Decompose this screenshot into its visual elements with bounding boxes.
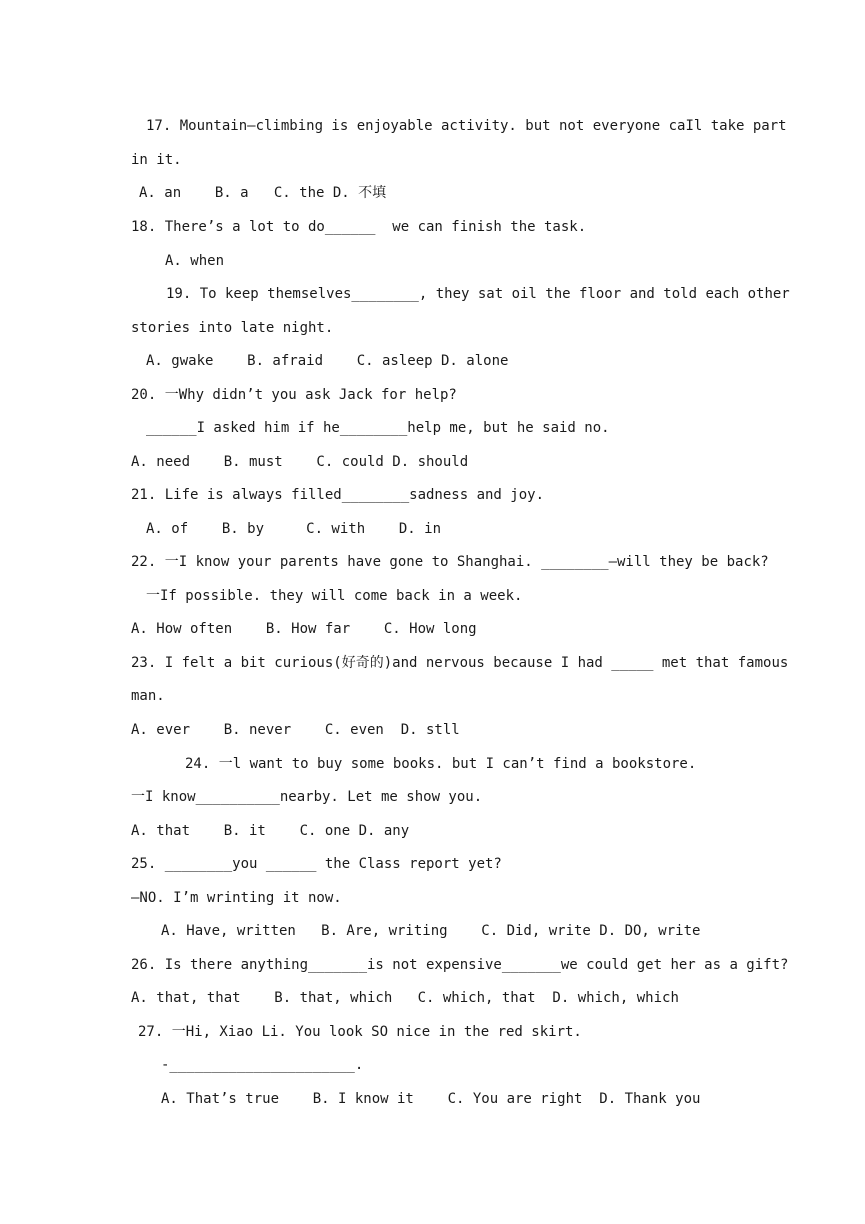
question-22-text: 22. 一I know your parents have gone to Shanghai. ________—will they be back? (131, 554, 769, 570)
question-21-text: 21. Life is always filled________sadness and joy. (131, 487, 545, 503)
question-19-options: A. gwake B. afraid C. asleep D. alone (146, 353, 509, 369)
question-23-text: 23. I felt a bit curious(好奇的)and nervous because I had _____ met that famous (131, 655, 789, 671)
question-17-text-cont: in it. (131, 152, 182, 168)
question-23-text-cont: man. (131, 688, 165, 704)
question-18-options: A. when (165, 253, 225, 269)
question-24-options: A. that B. it C. one D. any (131, 823, 410, 839)
question-25-reply: —NO. I’m wrinting it now. (131, 890, 342, 906)
question-24-reply: 一I know__________nearby. Let me show you. (131, 789, 483, 805)
question-27-options: A. That’s true B. I know it C. You are right D. Thank you (161, 1091, 701, 1107)
question-26-text: 26. Is there anything_______is not expensive_______we could get her as a gift? (131, 957, 789, 973)
question-27-text: 27. 一Hi, Xiao Li. You look SO nice in the red skirt. (138, 1024, 582, 1040)
question-17-text: 17. Mountain—climbing is enjoyable activity. but not everyone caIl take part (146, 118, 787, 134)
question-22-reply: 一If possible. they will come back in a week. (146, 588, 523, 604)
question-27-reply: -______________________. (161, 1057, 364, 1073)
question-17-options: A. an B. a C. the D. 不填 (139, 185, 387, 201)
question-26-options: A. that, that B. that, which C. which, that D. which, which (131, 990, 679, 1006)
question-20-text: 20. 一Why didn’t you ask Jack for help? (131, 387, 457, 403)
question-22-options: A. How often B. How far C. How long (131, 621, 477, 637)
question-25-options: A. Have, written B. Are, writing C. Did, write D. DO, write (161, 923, 701, 939)
question-18-text: 18. There’s a lot to do______ we can finish the task. (131, 219, 587, 235)
question-21-options: A. of B. by C. with D. in (146, 521, 442, 537)
question-19-text: 19. To keep themselves________, they sat oil the floor and told each other (166, 286, 790, 302)
question-19-text-cont: stories into late night. (131, 320, 334, 336)
question-25-text: 25. ________you ______ the Class report yet? (131, 856, 502, 872)
question-20-options: A. need B. must C. could D. should (131, 454, 469, 470)
question-24-text: 24. 一l want to buy some books. but I can’t find a bookstore. (185, 756, 697, 772)
question-23-options: A. ever B. never C. even D. stll (131, 722, 460, 738)
question-20-reply: ______I asked him if he________help me, but he said no. (146, 420, 610, 436)
